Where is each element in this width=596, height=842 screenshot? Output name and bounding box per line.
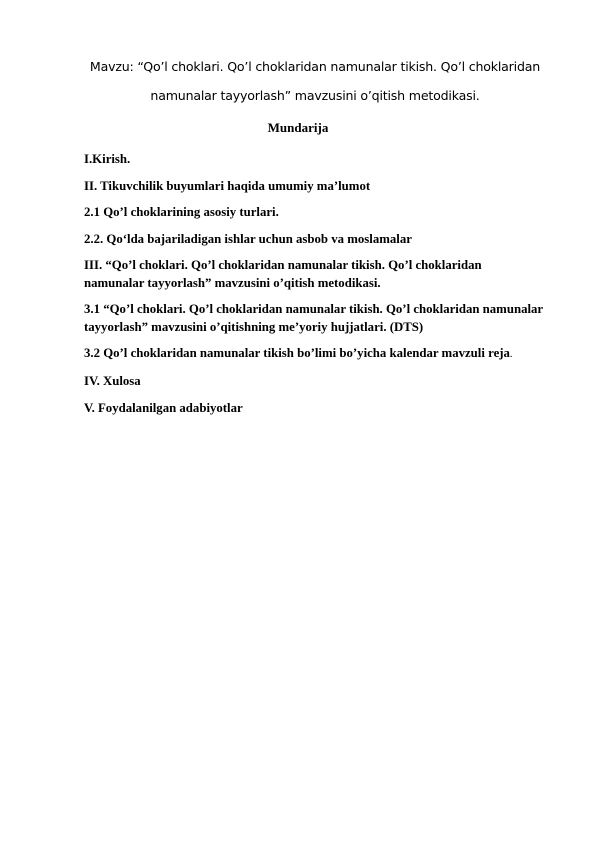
toc-item-section-3: III. “Qo’l choklari. Qo’l choklaridan namunalar tikish. Qo’l choklaridan namunalar tayyorlash” mavzusini o’qitish metodikasi. [84,258,482,290]
document-title: Mavzu: “Qo’l choklari. Qo’l choklaridan namunalar tikish. Qo’l choklaridan namunalar tayyorlash” mavzusini o’qitish metodikasi. [89,59,541,103]
toc-item-3-2 [84,344,544,364]
toc-heading: Mundarija [267,120,329,135]
toc-item-3-2-suffix: . [509,349,513,360]
toc-item-references: V. Foydalanilgan adabiyotlar [84,400,243,415]
toc-item-3-1: 3.1 “Qo’l choklari. Qo’l choklaridan namunalar tikish. Qo’l choklaridan namunalar tayyorlash” mavzusini o’qitishning me’yoriy hujjatlari. (DTS) [84,302,543,334]
toc-item-2-2: 2.2. Qo‘lda bajariladigan ishlar uchun asbob va moslamalar [84,231,412,246]
toc-item-introduction: I.Kirish. [84,152,131,166]
toc-item-section-2: II. Tikuvchilik buyumlari haqida umumiy ma’lumot [84,178,371,193]
toc-item-conclusion: IV. Xulosa [84,374,141,388]
table-of-contents [84,150,544,425]
toc-item-3-2-text: 3.2 Qo’l choklaridan namunalar tikish bo’limi bo’yicha kalendar mavzuli reja [84,346,510,360]
toc-item-2-1: 2.1 Qo’l choklarining asosiy turlari. [84,205,279,219]
